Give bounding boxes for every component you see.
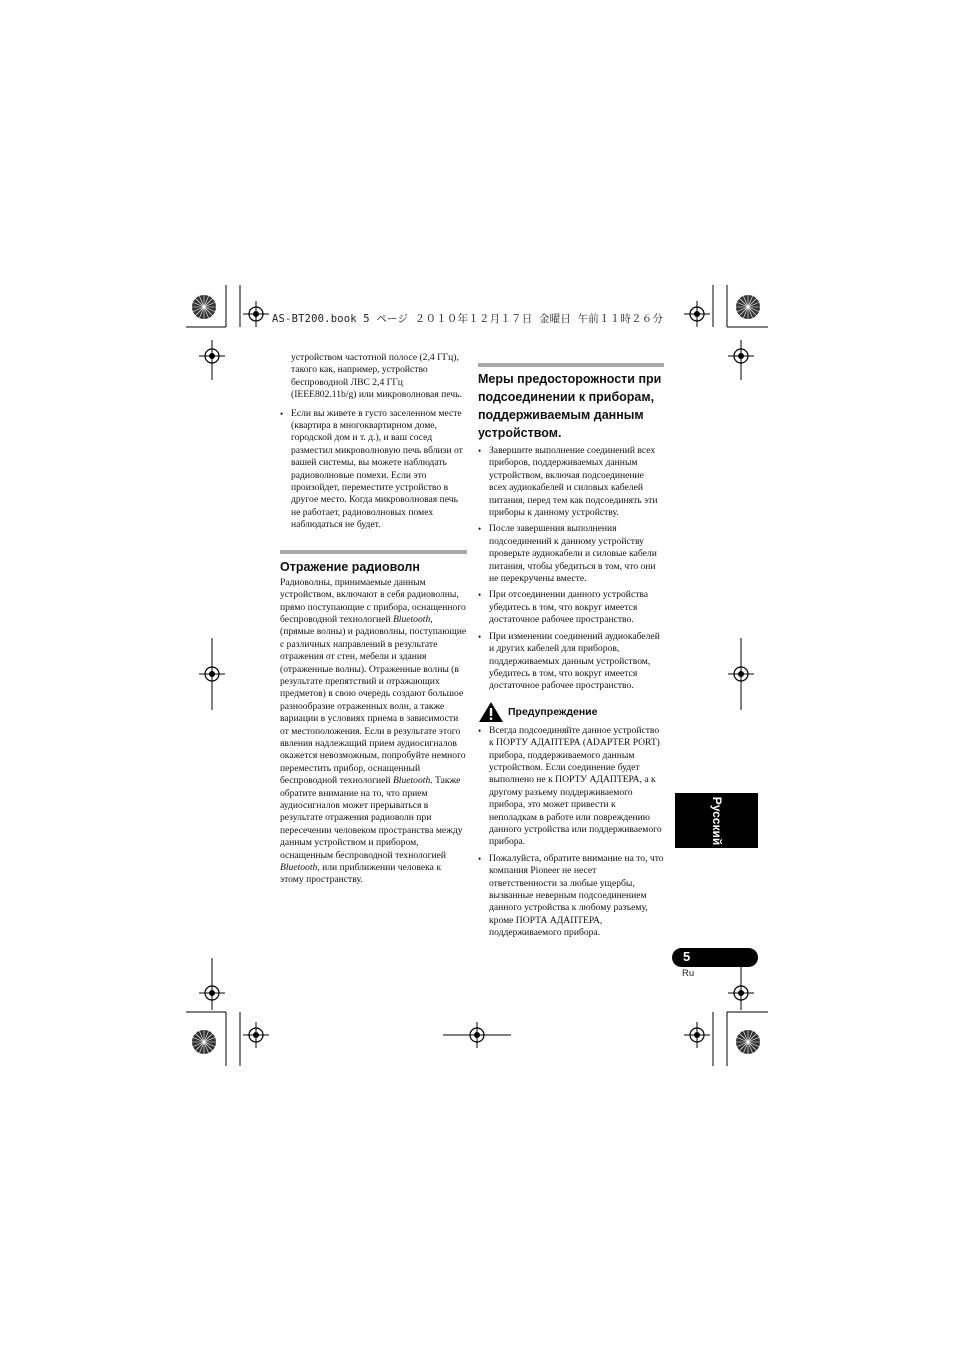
section-divider (478, 363, 664, 367)
warning-title: Предупреждение (508, 705, 598, 718)
language-tab-label: Русский (709, 796, 724, 845)
list-item: • Завершите выполнение соединений всех приборов, поддерживаемых данным устройством, включая подсоединение всех аудиокабелей и силовых кабелей питания, перед тем как подсоединять эти приборы к данному устройству. (478, 445, 664, 519)
language-tab (675, 793, 758, 848)
book-file-header: AS-BT200.book 5 ページ ２０１０年１２月１７日 金曜日 午前１１時２６分 (272, 313, 664, 325)
list-item: • При изменении соединений аудиокабелей и других кабелей для приборов, поддерживаемых данным устройством, убедитесь в том, что вокруг имеется достаточное рабочее пространство. (478, 631, 664, 693)
list-item: • Всегда подсоединяйте данное устройство к ПОРТУ АДАПТЕРА (ADAPTER PORT) прибора, поддерживаемого данным устройством. Если соединение будет выполнено не к ПОРТУ АДАПТЕРА, а к другому разъему поддерживаемого прибора, это может привести к неполадкам в работе или повреждению данного устройства или поддерживаемого прибора. (478, 725, 664, 849)
page-number-badge (672, 948, 758, 967)
section-title-radio-reflection: Отражение радиоволн (280, 559, 420, 574)
page-language-code: Ru (682, 968, 695, 979)
page-number: 5 (683, 949, 691, 964)
warning-list (478, 725, 664, 940)
list-item: • Пожалуйста, обратите внимание на то, что компания Pioneer не несет ответственности за любые ущербы, вызванные неверным подсоединением данного устройства к любому разъему, кроме ПОРТА АДАПТЕРА, поддерживаемого прибора. (478, 853, 664, 940)
warning-heading (478, 701, 664, 723)
left-bullet-list (280, 408, 467, 532)
left-column (280, 352, 467, 887)
section-title-precautions: Меры предосторожности при подсоединении к приборам, поддерживаемым данным устройством. (478, 372, 662, 440)
warning-triangle-icon (478, 701, 504, 723)
list-item: • Если вы живете в густо заселенном месте (квартира в многоквартирном доме, городской дом и т. д.), и ваш сосед разместил микроволновую печь вблизи от вашей системы, вы можете наблюдать радиоволновые помехи. Если это произойдет, переместите устройство в другое место. Когда микроволновая печь не работает, радиоволновых помех наблюдаться не будет. (280, 408, 467, 532)
radio-reflection-body: Радиоволны, принимаемые данным устройством, включают в себя радиоволны, прямо поступающие с прибора, оснащенного беспроводной технологией Bluetooth, (прямые волны) и радиоволны, поступающие с различных направлений в результате отражения от стен, мебели и здания (отраженные волны). Отраженные волны (в результате препятствий и отражающих предметов) в свою очередь создают большое разнообразие отраженных волн, а также вариации в условиях приема в зависимости от местоположения. Если в результате этого явления надлежащий прием аудиосигналов окажется невозможным, попробуйте немного переместить прибор, оснащенный беспроводной технологией Bluetooth. Также обратите внимание на то, что прием аудиосигналов может прерываться в результате отражения радиоволн при пересечении человеком пространства между данным устройством и прибором, оснащенным беспроводной технологией Bluetooth, или приближении человека к этому пространству. (280, 576, 467, 886)
precautions-list (478, 445, 664, 693)
intro-continuation: устройством частотной полосе (2,4 ГГц), такого как, например, устройство беспроводной ЛВС 2,4 ГГц (IEEE802.11b/g) или микроволновая печь. (291, 352, 462, 401)
right-column (478, 363, 664, 944)
list-item: • При отсоединении данного устройства убедитесь в том, что вокруг имеется достаточное рабочее пространство. (478, 589, 664, 626)
list-item: • После завершения выполнения подсоединений к данному устройству проверьте аудиокабели и силовые кабели питания, чтобы убедиться в том, что они не перекручены вместе. (478, 523, 664, 585)
section-divider (280, 550, 467, 554)
